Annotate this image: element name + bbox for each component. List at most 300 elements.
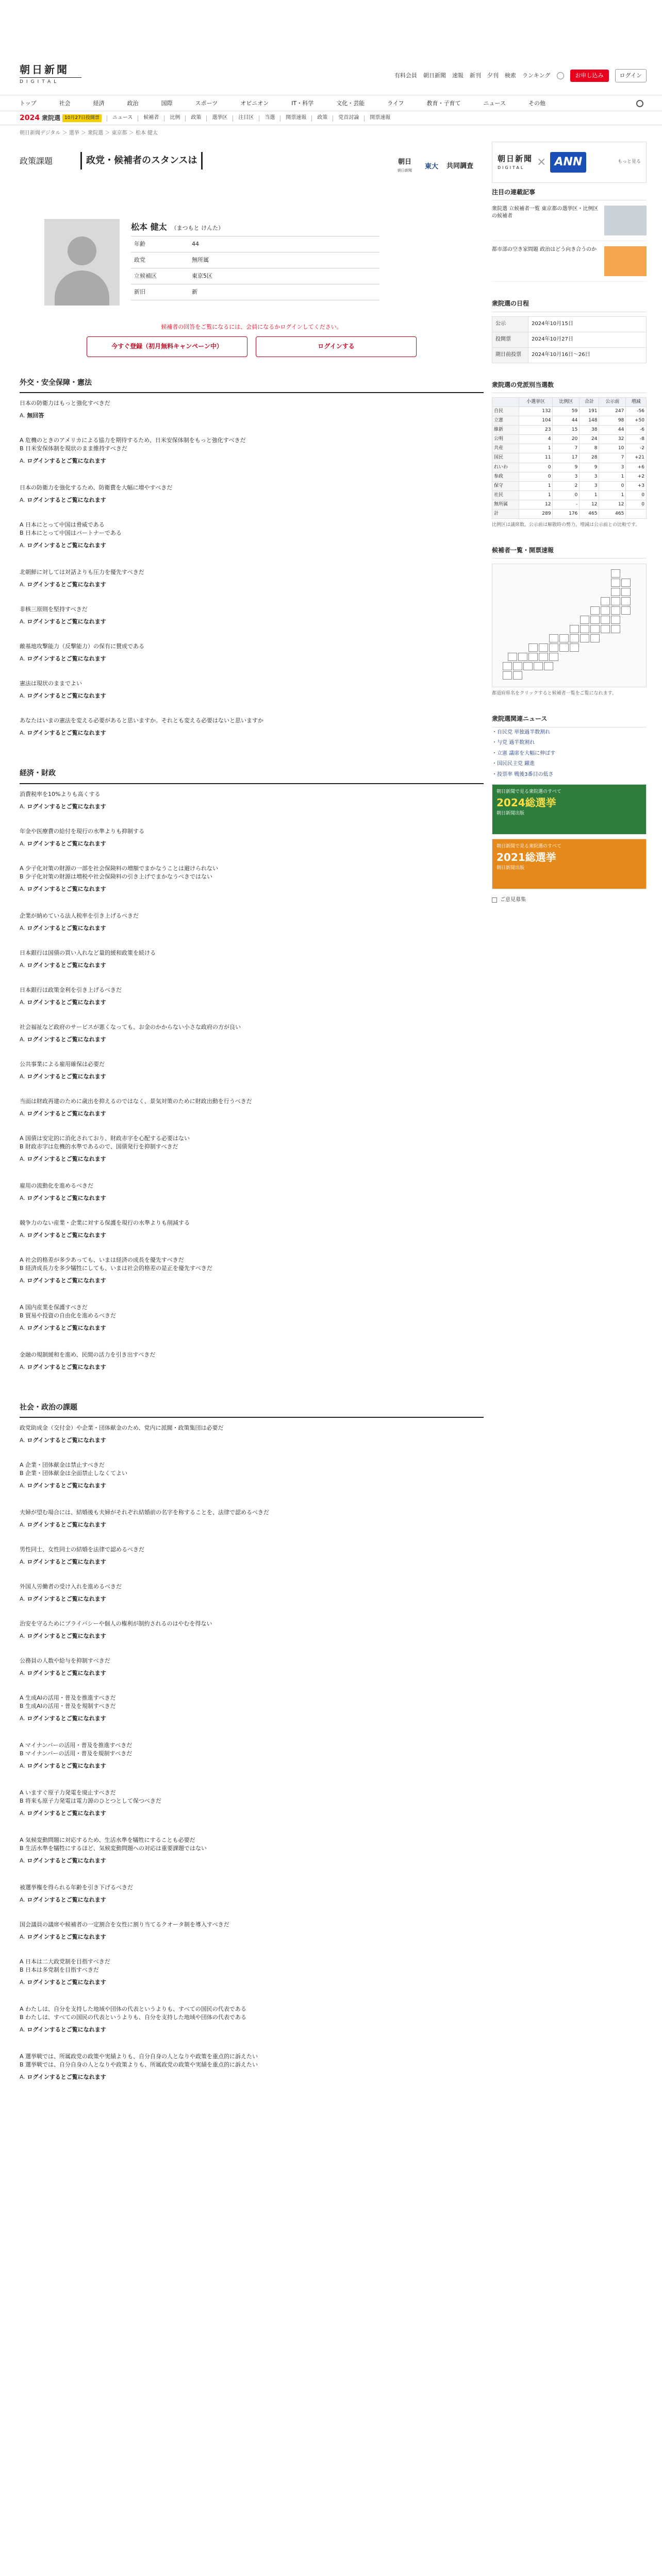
question-item bbox=[20, 1297, 484, 1345]
question-option: B 企業・団体献金は全面禁止しなくてよい bbox=[20, 1469, 128, 1477]
party-name[interactable]: 共産 bbox=[492, 444, 519, 453]
seat-row bbox=[492, 453, 647, 463]
prefecture-cell[interactable] bbox=[508, 653, 517, 661]
profile-row bbox=[131, 252, 379, 268]
prefecture-cell[interactable] bbox=[570, 643, 579, 652]
menu-icon[interactable] bbox=[557, 72, 564, 79]
answer-prefix: A. bbox=[20, 1194, 25, 1201]
party-name[interactable]: 無所属 bbox=[492, 500, 519, 509]
prefecture-cell[interactable] bbox=[544, 662, 553, 670]
prefecture-cell[interactable] bbox=[611, 625, 620, 633]
locked-answer-link[interactable]: ログインするとご覧になれます bbox=[27, 1036, 106, 1043]
ad-sub: 朝日新聞で見る衆院選のすべて bbox=[496, 789, 561, 795]
profile-table bbox=[131, 236, 379, 300]
locked-answer-link[interactable]: ログインするとご覧になれます bbox=[27, 730, 106, 737]
seat-value: 247 bbox=[599, 407, 626, 416]
election-link[interactable]: 開票速報 bbox=[370, 115, 391, 121]
prefecture-cell[interactable] bbox=[611, 579, 620, 587]
cat-sports[interactable]: スポーツ bbox=[195, 99, 218, 107]
answer-row bbox=[20, 998, 484, 1007]
todai-seal bbox=[420, 151, 443, 182]
prefecture-cell[interactable] bbox=[549, 643, 558, 652]
prefecture-cell[interactable] bbox=[503, 662, 512, 670]
seat-value: 1 bbox=[519, 444, 553, 453]
map-title: 候補者一覧・開票速報 bbox=[492, 541, 647, 558]
answer-prefix: A. bbox=[20, 840, 25, 847]
question-item bbox=[20, 1250, 484, 1297]
question-item bbox=[20, 1952, 484, 1999]
question-item bbox=[20, 1213, 484, 1250]
ad-sub: 朝日新聞で見る衆院選のすべて bbox=[496, 844, 561, 850]
prefecture-cell[interactable] bbox=[601, 616, 610, 624]
prefecture-cell[interactable] bbox=[601, 597, 610, 605]
answer-prefix: A. bbox=[20, 1809, 25, 1817]
answer-prefix: A. bbox=[20, 457, 25, 465]
question-item bbox=[20, 1017, 484, 1054]
locked-answer-link[interactable]: ログインするとご覧になれます bbox=[27, 1896, 106, 1903]
site-logo[interactable] bbox=[20, 64, 81, 88]
cat-science[interactable]: IT・科学 bbox=[291, 99, 314, 107]
seat-value bbox=[626, 509, 647, 518]
locked-answer-link[interactable]: ログインするとご覧になれます bbox=[27, 961, 106, 969]
topnav-item-paper[interactable]: 朝日新聞 bbox=[423, 72, 446, 79]
answer-row bbox=[20, 2026, 484, 2034]
topnav-item-search[interactable]: 検索 bbox=[504, 72, 516, 79]
question-option: B 生活水準を犠牲にするほど、気候変動問題への対応は重要課題ではない bbox=[20, 1844, 207, 1852]
party-name[interactable]: 保守 bbox=[492, 481, 519, 490]
locked-answer-link[interactable]: ログインするとご覧になれます bbox=[27, 2073, 106, 2080]
question-text: 政党助成金（交付金）や企業・団体献金のため、党内に派閥・政策集団は必要だ bbox=[20, 1424, 224, 1431]
answer-row bbox=[20, 1715, 484, 1723]
prefecture-cell[interactable] bbox=[601, 625, 610, 633]
candidate-name-row bbox=[131, 219, 379, 236]
candidate-profile bbox=[20, 219, 484, 306]
question-text: 企業が納めている法人税率を引き上げるべきだ bbox=[20, 912, 139, 919]
answer-row bbox=[20, 1363, 484, 1371]
question-option: B 経済成長力を多少犠牲にしても、いまは社会的格差の是正を優先すべきだ bbox=[20, 1264, 212, 1272]
locked-answer-link[interactable]: ログインするとご覧になれます bbox=[27, 1809, 106, 1817]
locked-answer-link[interactable]: ログインするとご覧になれます bbox=[27, 1324, 106, 1331]
prefecture-cell[interactable] bbox=[611, 597, 620, 605]
prefecture-cell[interactable] bbox=[611, 606, 620, 615]
prefecture-cell[interactable] bbox=[513, 671, 522, 680]
header-login-button[interactable]: ログイン bbox=[615, 69, 647, 82]
prefecture-cell[interactable] bbox=[611, 616, 620, 624]
locked-answer-link[interactable]: ログインするとご覧になれます bbox=[27, 1110, 106, 1117]
cat-international[interactable]: 国際 bbox=[161, 99, 173, 107]
news-item[interactable]: ・ 国民民主党 躍進 bbox=[492, 759, 647, 770]
locked-answer-link[interactable]: ログインするとご覧になれます bbox=[27, 998, 106, 1006]
seat-header-cell: 合計 bbox=[580, 398, 599, 407]
seat-value: 38 bbox=[580, 426, 599, 435]
prefecture-cell[interactable] bbox=[539, 643, 548, 652]
login-button[interactable]: ログインする bbox=[256, 336, 417, 357]
seat-header-row bbox=[492, 398, 647, 407]
profile-row bbox=[131, 284, 379, 300]
cat-other[interactable]: その他 bbox=[528, 99, 545, 107]
section-title: 社会・政治の課題 bbox=[20, 1402, 484, 1418]
answer-prefix: A. bbox=[20, 1036, 25, 1043]
party-name[interactable]: 立憲 bbox=[492, 416, 519, 426]
cat-top[interactable]: トップ bbox=[20, 99, 37, 107]
prefecture-map[interactable] bbox=[492, 564, 647, 687]
seat-value: +2 bbox=[626, 472, 647, 481]
seat-value: -56 bbox=[626, 407, 647, 416]
sidebar bbox=[492, 142, 647, 904]
prefecture-cell[interactable] bbox=[621, 588, 631, 596]
locked-answer-link[interactable]: ログインするとご覧になれます bbox=[27, 1073, 106, 1080]
prefecture-cell[interactable] bbox=[528, 643, 538, 652]
election-badge[interactable] bbox=[20, 113, 102, 123]
election-link[interactable]: 政策 bbox=[317, 115, 328, 121]
seat-value: 59 bbox=[553, 407, 580, 416]
prefecture-cell[interactable] bbox=[580, 634, 589, 642]
section-title: 外交・安全保障・憲法 bbox=[20, 378, 484, 393]
question-text: あなたはいまの憲法を変える必要があると思いますか。それとも変える必要はないと思いますか bbox=[20, 717, 263, 724]
election-link[interactable]: 選挙区 bbox=[212, 115, 228, 121]
cat-education[interactable]: 教育・子育て bbox=[426, 99, 461, 107]
schedule-value: 2024年10月27日 bbox=[528, 332, 647, 347]
answer-row bbox=[20, 803, 484, 811]
answer-row bbox=[20, 840, 484, 848]
question-option: A 危機のときのアメリカによる協力を期待するため、日米安保体制をもっと強化すべきだ bbox=[20, 437, 246, 444]
answer-row bbox=[20, 1632, 484, 1640]
seat-value: 12 bbox=[580, 500, 599, 509]
seat-value: 2 bbox=[553, 481, 580, 490]
locked-answer-link[interactable]: ログインするとご覧になれます bbox=[27, 1595, 106, 1602]
answer-row bbox=[20, 1558, 484, 1566]
answer-prefix: A. bbox=[20, 1715, 25, 1722]
question-text: 外国人労働者の受け入れを進めるべきだ bbox=[20, 1583, 122, 1590]
news-item[interactable]: ・ 立憲 議席を大幅に伸ばす bbox=[492, 749, 647, 759]
answer-row bbox=[20, 618, 484, 626]
party-name[interactable]: 維新 bbox=[492, 426, 519, 435]
locked-answer-link[interactable]: ログインするとご覧になれます bbox=[27, 542, 106, 549]
locked-answer-link[interactable]: ログインするとご覧になれます bbox=[27, 1363, 106, 1370]
prefecture-cell[interactable] bbox=[611, 588, 620, 596]
question-option: B 日本は多党制を目指すべきだ bbox=[20, 1966, 99, 1973]
seat-value: 1 bbox=[599, 472, 626, 481]
answer-row bbox=[20, 1669, 484, 1677]
seat-value: 10 bbox=[599, 444, 626, 453]
answer-row bbox=[20, 1073, 484, 1081]
locked-answer-link[interactable]: ログインするとご覧になれます bbox=[27, 497, 106, 504]
answer-row bbox=[20, 1809, 484, 1818]
question-text: 被選挙権を得られる年齢を引き下げるべきだ bbox=[20, 1884, 133, 1891]
answer-row bbox=[20, 961, 484, 970]
prefecture-cell[interactable] bbox=[513, 662, 522, 670]
answer-prefix: A. bbox=[20, 1324, 25, 1331]
prefecture-cell[interactable] bbox=[549, 634, 558, 642]
topnav-item-members[interactable]: 有料会員 bbox=[394, 72, 417, 79]
stats-note: 比例区は議席数。公示前は解散時の勢力。増減は公示前との比較です。 bbox=[492, 522, 640, 528]
related-text: 衆院選 立候補者一覧 東京都の選挙区・比例区の候補者 bbox=[492, 206, 599, 219]
divider bbox=[185, 115, 186, 122]
cat-news[interactable]: ニュース bbox=[483, 99, 506, 107]
answer-prefix: A. bbox=[20, 1231, 25, 1239]
election-link[interactable]: 政策 bbox=[191, 115, 202, 121]
party-name[interactable]: れいわ bbox=[492, 463, 519, 472]
topnav-item-evening[interactable]: 夕刊 bbox=[487, 72, 499, 79]
profile-key: 政党 bbox=[131, 252, 189, 268]
profile-key: 年齢 bbox=[131, 236, 189, 252]
question-item bbox=[20, 710, 484, 748]
answer-row bbox=[20, 541, 484, 550]
profile-value: 44 bbox=[189, 236, 379, 252]
election-link[interactable]: 候補者 bbox=[143, 115, 159, 121]
seat-row bbox=[492, 481, 647, 490]
prefecture-cell[interactable] bbox=[559, 643, 569, 652]
seat-value: 0 bbox=[519, 463, 553, 472]
news-title: 衆院選関連ニュース bbox=[492, 709, 647, 727]
profile-row bbox=[131, 268, 379, 284]
prefecture-cell[interactable] bbox=[601, 606, 610, 615]
question-item bbox=[20, 478, 484, 515]
prefecture-cell[interactable] bbox=[503, 671, 512, 680]
question-item bbox=[20, 673, 484, 710]
register-button[interactable]: 今すぐ登録（初月無料キャンペーン中） bbox=[87, 336, 247, 357]
prefecture-cell[interactable] bbox=[528, 653, 538, 661]
seat-value: 0 bbox=[626, 500, 647, 509]
question-item bbox=[20, 1651, 484, 1688]
partner-badge bbox=[393, 151, 473, 182]
answer-row bbox=[20, 1762, 484, 1770]
seat-row bbox=[492, 500, 647, 509]
answer-row bbox=[20, 1521, 484, 1529]
election-year: 2024 bbox=[20, 114, 40, 123]
prefecture-cell[interactable] bbox=[559, 634, 569, 642]
prefecture-cell[interactable] bbox=[523, 662, 533, 670]
locked-answer-link[interactable]: ログインするとご覧になれます bbox=[27, 1933, 106, 1940]
prefecture-cell[interactable] bbox=[549, 653, 558, 661]
topnav-item-new[interactable]: 新刊 bbox=[469, 72, 481, 79]
related-item[interactable] bbox=[492, 200, 647, 241]
news-item[interactable]: ・ 与党 過半数割れ bbox=[492, 738, 647, 749]
locked-answer-link[interactable]: ログインするとご覧になれます bbox=[27, 2026, 106, 2033]
cat-life[interactable]: ライフ bbox=[387, 99, 404, 107]
seat-row bbox=[492, 416, 647, 426]
answer-row bbox=[20, 1155, 484, 1163]
question-item bbox=[20, 1577, 484, 1614]
prefecture-cell[interactable] bbox=[611, 569, 620, 578]
question-option: B マイナンバーの活用・普及を規制すべきだ bbox=[20, 1750, 133, 1757]
locked-answer-link[interactable]: ログインするとご覧になれます bbox=[27, 1762, 106, 1769]
question-item bbox=[20, 599, 484, 636]
answer-prefix: A. bbox=[20, 1363, 25, 1370]
prefecture-cell[interactable] bbox=[590, 634, 600, 642]
question-text: 北朝鮮に対しては対話よりも圧力を優先すべきだ bbox=[20, 569, 144, 576]
answer-prefix: A. bbox=[20, 2073, 25, 2080]
party-name[interactable]: 公明 bbox=[492, 435, 519, 444]
locked-answer-link[interactable]: ログインするとご覧になれます bbox=[27, 1632, 106, 1639]
breadcrumb[interactable]: 朝日新聞デジタル ＞ 選挙 ＞ 衆院選 ＞ 東京都 ＞ 松本 健太 bbox=[20, 130, 158, 136]
question-option: A 生成AIの活用・普及を推進すべきだ bbox=[20, 1694, 116, 1701]
answer-row bbox=[20, 1110, 484, 1118]
answer-row bbox=[20, 729, 484, 737]
seat-value: -8 bbox=[626, 435, 647, 444]
answer-prefix: A. bbox=[20, 961, 25, 969]
prefecture-cell[interactable] bbox=[570, 625, 579, 633]
ad-2024[interactable] bbox=[492, 784, 647, 835]
topnav-item-ranking[interactable]: ランキング bbox=[522, 72, 551, 79]
election-link[interactable]: 開票速報 bbox=[286, 115, 307, 121]
topnav-item-breaking[interactable]: 速報 bbox=[452, 72, 464, 79]
question-item bbox=[20, 784, 484, 821]
seat-value: 3 bbox=[553, 472, 580, 481]
answer-row bbox=[20, 1482, 484, 1490]
prefecture-cell[interactable] bbox=[580, 616, 589, 624]
checkbox-icon bbox=[492, 897, 497, 903]
locked-answer-link[interactable]: ログインするとご覧になれます bbox=[27, 1194, 106, 1201]
answer-row bbox=[20, 885, 484, 893]
cat-economy[interactable]: 経済 bbox=[93, 99, 105, 107]
question-option: B 選挙戦では、自分自身の人となりや政策よりも、所属政党の政策や実績を重点的に訴えたい bbox=[20, 2061, 258, 2068]
answer-prefix: A. bbox=[20, 618, 25, 625]
answer-row bbox=[20, 1595, 484, 1603]
cat-opinion[interactable]: オピニオン bbox=[240, 99, 269, 107]
prefecture-cell[interactable] bbox=[621, 597, 631, 605]
cat-politics[interactable]: 政治 bbox=[127, 99, 139, 107]
locked-answer-link[interactable]: ログインするとご覧になれます bbox=[27, 1482, 106, 1489]
cat-society[interactable]: 社会 bbox=[59, 99, 71, 107]
question-text: 非核三原則を堅持すべきだ bbox=[20, 606, 88, 613]
answer-row bbox=[20, 1933, 484, 1941]
prefecture-cell[interactable] bbox=[621, 579, 631, 587]
election-link[interactable]: 当選 bbox=[264, 115, 275, 121]
question-item bbox=[20, 1735, 484, 1783]
question-option: A 国内産業を保護すべきだ bbox=[20, 1303, 88, 1311]
seat-value: 24 bbox=[580, 435, 599, 444]
answer-prefix: A. bbox=[20, 1762, 25, 1769]
question-option: B 日本にとって中国はパートナーである bbox=[20, 530, 122, 537]
schedule-title: 衆院選の日程 bbox=[492, 294, 647, 312]
election-link[interactable]: 注目区 bbox=[238, 115, 254, 121]
locked-answer-link[interactable]: ログインするとご覧になれます bbox=[27, 1231, 106, 1239]
prefecture-cell[interactable] bbox=[518, 653, 527, 661]
locked-answer-link[interactable]: ログインするとご覧になれます bbox=[27, 1277, 106, 1284]
answer-prefix: A. bbox=[20, 497, 25, 504]
profile-value: 東京5区 bbox=[189, 268, 379, 284]
question-item bbox=[20, 1176, 484, 1213]
locked-answer-link[interactable]: ログインするとご覧になれます bbox=[27, 692, 106, 700]
category-nav bbox=[0, 96, 662, 111]
locked-answer-link[interactable]: ログインするとご覧になれます bbox=[27, 581, 106, 588]
seat-row bbox=[492, 490, 647, 500]
top-nav bbox=[394, 69, 647, 82]
cross-icon: × bbox=[537, 156, 547, 169]
locked-answer-link[interactable]: ログインするとご覧になれます bbox=[27, 457, 106, 465]
question-option: A 少子化対策の財源の一部を社会保険料の増額でまかなうことは避けられない bbox=[20, 865, 219, 872]
prefecture-cell[interactable] bbox=[534, 662, 543, 670]
prefecture-cell[interactable] bbox=[570, 634, 579, 642]
locked-answer-link[interactable]: ログインするとご覧になれます bbox=[27, 1857, 106, 1864]
search-icon[interactable] bbox=[636, 100, 643, 107]
related-item[interactable] bbox=[492, 241, 647, 282]
ann-banner[interactable] bbox=[492, 142, 647, 183]
question-option: A マイナンバーの活用・普及を推進すべきだ bbox=[20, 1741, 133, 1749]
locked-answer-link[interactable]: ログインするとご覧になれます bbox=[27, 1155, 106, 1162]
election-link[interactable]: 党首討論 bbox=[338, 115, 359, 121]
question-item bbox=[20, 2046, 484, 2094]
policy-section bbox=[20, 378, 484, 748]
locked-answer-link[interactable]: ログインするとご覧になれます bbox=[27, 840, 106, 847]
question-item bbox=[20, 1614, 484, 1651]
party-name[interactable]: 社民 bbox=[492, 490, 519, 500]
prefecture-cell[interactable] bbox=[590, 616, 600, 624]
seat-value: 0 bbox=[626, 490, 647, 500]
seat-value: 1 bbox=[599, 490, 626, 500]
seat-value: 104 bbox=[519, 416, 553, 426]
answer-row bbox=[20, 1857, 484, 1865]
prefecture-cell[interactable] bbox=[621, 606, 631, 615]
seat-value: 32 bbox=[599, 435, 626, 444]
subscribe-button[interactable]: お申し込み bbox=[570, 70, 609, 82]
locked-answer-link[interactable]: ログインするとご覧になれます bbox=[27, 1558, 106, 1565]
answer-prefix: A. bbox=[20, 1110, 25, 1117]
prefecture-cell[interactable] bbox=[580, 625, 589, 633]
seat-value: 7 bbox=[553, 444, 580, 453]
election-link[interactable]: 比例 bbox=[170, 115, 180, 121]
avatar-body bbox=[55, 270, 109, 306]
prefecture-cell[interactable] bbox=[590, 625, 600, 633]
ad-small: 朝日新聞出版 bbox=[496, 811, 525, 817]
answer-row bbox=[20, 581, 484, 589]
question-option: A 企業・団体献金は禁止すべきだ bbox=[20, 1461, 105, 1468]
news-item[interactable]: ・ 投票率 戦後3番目の低さ bbox=[492, 770, 647, 781]
answer-prefix: A. bbox=[20, 998, 25, 1006]
seat-row bbox=[492, 472, 647, 481]
seat-value: 28 bbox=[580, 453, 599, 463]
election-date-tag: 10月27日投開票 bbox=[62, 114, 102, 122]
question-item bbox=[20, 858, 484, 906]
answer-prefix: A. bbox=[20, 1558, 25, 1565]
news-item[interactable]: ・ 自民党 単独過半数割れ bbox=[492, 727, 647, 738]
party-name[interactable]: 自民 bbox=[492, 407, 519, 416]
cat-culture[interactable]: 文化・芸能 bbox=[336, 99, 365, 107]
map-note: 都道府県名をクリックすると候補者一覧をご覧になれます。 bbox=[492, 691, 617, 697]
ad-2021[interactable] bbox=[492, 839, 647, 889]
locked-answer-link[interactable]: ログインするとご覧になれます bbox=[27, 803, 106, 810]
profile-row bbox=[131, 236, 379, 252]
locked-answer-link[interactable]: ログインするとご覧になれます bbox=[27, 1715, 106, 1722]
cta-row bbox=[20, 336, 484, 357]
party-name[interactable]: 計 bbox=[492, 509, 519, 518]
locked-answer-link[interactable]: ログインするとご覧になれます bbox=[27, 655, 106, 663]
locked-answer-link[interactable]: ログインするとご覧になれます bbox=[27, 618, 106, 625]
answer-prefix: A. bbox=[20, 542, 25, 549]
locked-answer-link[interactable]: ログインするとご覧になれます bbox=[27, 1978, 106, 1986]
seat-value: +6 bbox=[626, 463, 647, 472]
feedback-link[interactable] bbox=[492, 896, 647, 904]
question-item bbox=[20, 1091, 484, 1128]
answer-row bbox=[20, 457, 484, 465]
locked-answer-link[interactable]: ログインするとご覧になれます bbox=[27, 1521, 106, 1528]
prefecture-cell[interactable] bbox=[590, 606, 600, 615]
party-name[interactable]: 参政 bbox=[492, 472, 519, 481]
locked-answer-link[interactable]: ログインするとご覧になれます bbox=[27, 1669, 106, 1676]
answer-row bbox=[20, 1231, 484, 1240]
question-text: 当面は財政再建のために歳出を抑えるのではなく、景気対策のために財政出動を行うべきだ bbox=[20, 1097, 252, 1105]
locked-answer-link[interactable]: ログインするとご覧になれます bbox=[27, 1436, 106, 1444]
banner-more[interactable]: もっと見る bbox=[617, 159, 641, 165]
prefecture-cell[interactable] bbox=[539, 653, 548, 661]
election-link[interactable]: ニュース bbox=[112, 115, 133, 121]
locked-answer-link[interactable]: ログインするとご覧になれます bbox=[27, 924, 106, 931]
question-option: A 選挙戦では、所属政党の政策や実績よりも、自分自身の人となりや政策を重点的に訴えたい bbox=[20, 2053, 258, 2060]
locked-answer-link[interactable]: ログインするとご覧になれます bbox=[27, 885, 106, 892]
party-name[interactable]: 国民 bbox=[492, 453, 519, 463]
divider bbox=[311, 115, 312, 122]
